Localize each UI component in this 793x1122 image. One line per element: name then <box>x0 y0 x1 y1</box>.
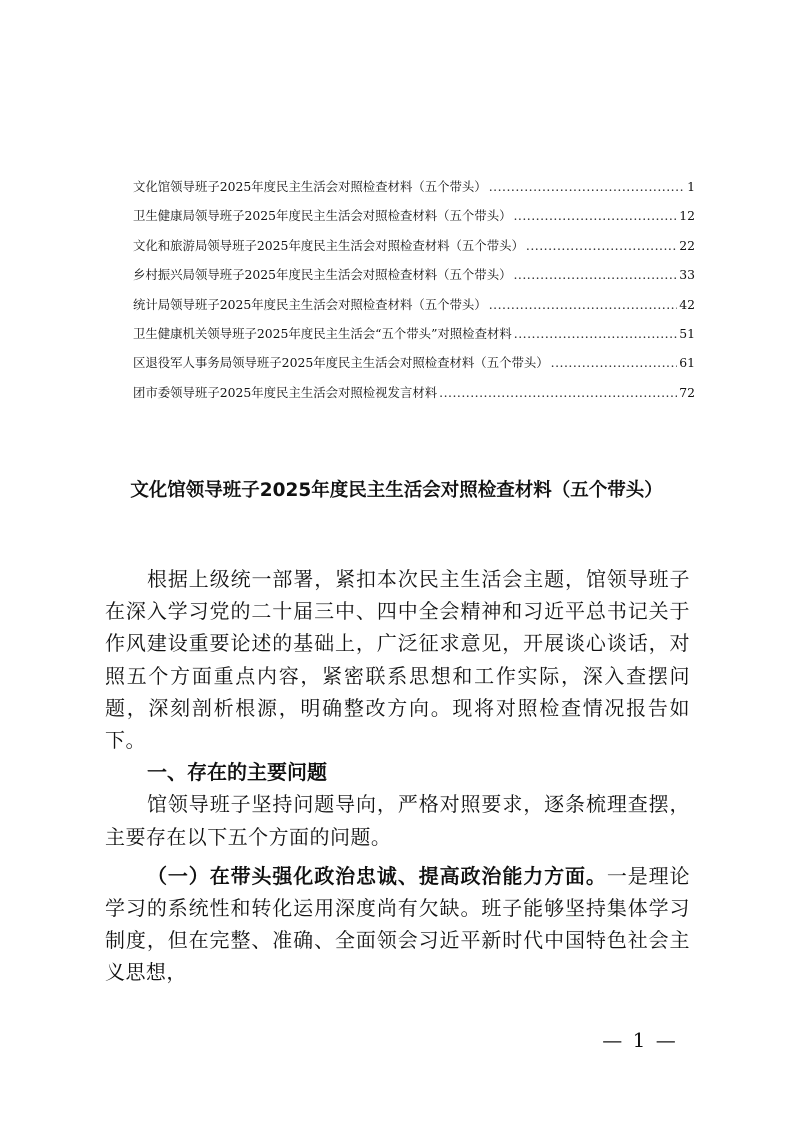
toc-item[interactable] <box>133 201 695 230</box>
toc-leader-dots <box>513 260 677 289</box>
toc-item-title: 区退役军人事务局领导班子2025年度民主生活会对照检查材料（五个带头） <box>133 355 549 371</box>
item-paragraph <box>105 860 690 989</box>
toc-item[interactable] <box>133 319 695 348</box>
item-label: （一）在带头强化政治忠诚、提高政治能力方面。 <box>147 863 607 888</box>
toc-item-title: 乡村振兴局领导班子2025年度民主生活会对照检查材料（五个带头） <box>133 267 512 283</box>
page-number: — 1 — <box>602 1028 678 1052</box>
toc-item-title: 文化馆领导班子2025年度民主生活会对照检查材料（五个带头） <box>133 179 487 194</box>
toc-item-page: 61 <box>679 355 695 371</box>
table-of-contents <box>133 172 695 407</box>
document-body <box>105 563 690 989</box>
document-title: 文化馆领导班子2025年度民主生活会对照检查材料（五个带头） <box>130 480 663 501</box>
toc-leader-dots <box>489 290 678 319</box>
toc-item-title: 统计局领导班子2025年度民主生活会对照检查材料（五个带头） <box>133 296 487 312</box>
section-intro-paragraph: 馆领导班子坚持问题导向，严格对照要求，逐条梳理查摆，主要存在以下五个方面的问题。 <box>105 792 690 849</box>
intro-paragraph: 根据上级统一部署，紧扣本次民主生活会主题，馆领导班子在深入学习党的二十届三中、四中全会精神和习近平总书记关于作风建设重要论述的基础上，广泛征求意见，开展谈心谈话，对照五个方面重点内容，紧密联系思想和工作实际，深入查摆问题，深刻剖析根源，明确整改方向。现将对照检查情况报告如下。 <box>105 567 690 753</box>
toc-item-page: 1 <box>687 179 695 194</box>
toc-item-title: 团市委领导班子2025年度民主生活会对照检视发言材料 <box>133 384 438 400</box>
toc-leader-dots <box>439 378 677 407</box>
toc-item[interactable] <box>133 231 695 260</box>
toc-item[interactable] <box>133 378 695 407</box>
toc-item[interactable] <box>133 172 695 201</box>
toc-item-page: 72 <box>679 384 695 400</box>
toc-item-page: 51 <box>679 325 695 341</box>
toc-item[interactable] <box>133 260 695 289</box>
toc-item-title: 卫生健康机关领导班子2025年度民主生活会“五个带头”对照检查材料 <box>133 325 512 341</box>
toc-item-page: 33 <box>679 267 695 283</box>
toc-item-title: 卫生健康局领导班子2025年度民主生活会对照检查材料（五个带头） <box>133 208 512 224</box>
toc-item-page: 22 <box>679 237 695 253</box>
toc-item[interactable] <box>133 348 695 377</box>
toc-leader-dots <box>489 172 685 201</box>
toc-item[interactable] <box>133 290 695 319</box>
toc-leader-dots <box>526 231 677 260</box>
section-heading: 一、存在的主要问题 <box>147 760 327 785</box>
toc-item-page: 12 <box>679 208 695 224</box>
toc-item-title: 文化和旅游局领导班子2025年度民主生活会对照检查材料（五个带头） <box>133 237 524 253</box>
toc-leader-dots <box>514 319 677 348</box>
toc-item-page: 42 <box>679 296 695 312</box>
item-text: 一是理论学习的系统性和转化运用深度尚有欠缺。班子能够坚持集体学习制度，但在完整、准确、全面领会习近平新时代中国特色社会主义思想， <box>105 863 690 985</box>
toc-leader-dots <box>513 201 677 230</box>
toc-leader-dots <box>551 348 678 377</box>
